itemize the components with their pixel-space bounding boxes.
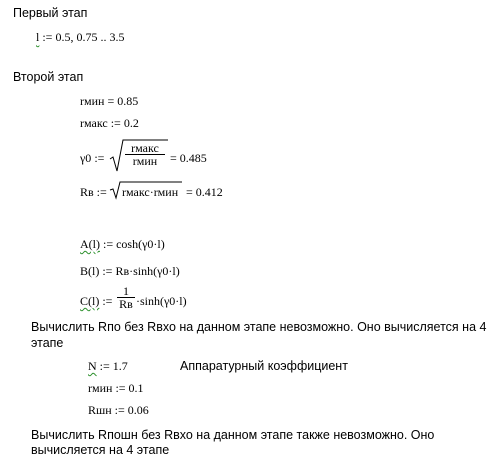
rsh-value: 0.06 xyxy=(127,403,149,417)
C-numerator: 1 xyxy=(117,285,135,298)
l-variable: l xyxy=(36,30,40,44)
N-comment: Аппаратурный коэффициент xyxy=(180,359,348,373)
C-denominator: Rв xyxy=(119,297,133,311)
N-value: 1.7 xyxy=(112,359,128,373)
B-rhs: Rв·sinh(γ0·l) xyxy=(115,264,180,278)
rmin2-op: := xyxy=(115,381,126,395)
C-rhs: ·sinh(γ0·l) xyxy=(136,294,187,308)
B-op: := xyxy=(102,264,113,278)
note2-line2: вычисляется на 4 этапе xyxy=(31,443,170,457)
gamma0-lhs: γ0 xyxy=(80,151,92,165)
rmax-variable: rмакс xyxy=(80,116,108,130)
N-definition[interactable] xyxy=(88,359,128,374)
gamma0-op: := xyxy=(94,151,105,165)
rsh-op: := xyxy=(114,403,125,417)
C-fraction xyxy=(117,285,135,310)
C-lhs: C(l) xyxy=(80,294,100,308)
l-assign-op: := xyxy=(42,30,53,44)
A-op: := xyxy=(103,237,114,251)
stage2-heading: Второй этап xyxy=(13,70,84,84)
l-definition[interactable] xyxy=(36,30,124,45)
rsh-definition[interactable] xyxy=(88,403,149,418)
gamma0-result: = 0.485 xyxy=(170,151,207,165)
rv-op: := xyxy=(96,185,107,199)
rmax-op: := xyxy=(110,116,121,130)
rmin-op: = xyxy=(107,94,115,108)
B-lhs: B(l) xyxy=(80,264,100,278)
note1-line2: этапе xyxy=(31,336,64,350)
rmin-expression[interactable] xyxy=(80,94,138,109)
l-range-value: 0.5, 0.75 .. 3.5 xyxy=(55,30,125,44)
B-definition[interactable] xyxy=(80,264,180,279)
stage1-heading: Первый этап xyxy=(13,6,88,20)
rv-lhs: Rв xyxy=(80,185,94,199)
C-op: := xyxy=(102,294,113,308)
N-variable: N xyxy=(88,359,97,373)
A-rhs: cosh(γ0·l) xyxy=(116,237,165,251)
rsh-variable: Rшн xyxy=(88,403,112,417)
gamma0-fraction xyxy=(125,142,165,167)
gamma0-numerator: rмакс xyxy=(125,142,165,155)
rmin-variable: rмин xyxy=(80,94,105,108)
rv-radicand: rмакс·rмин xyxy=(122,185,179,199)
rv-result: = 0.412 xyxy=(186,185,223,199)
rmin2-definition[interactable] xyxy=(88,381,144,396)
note1-line1: Вычислить Rпо без Rвхо на данном этапе невозможно. Оно вычисляется на 4 xyxy=(31,320,487,334)
A-lhs: A(l) xyxy=(80,237,100,251)
rmax-definition[interactable] xyxy=(80,116,139,131)
note2-line1: Вычислить Rпошн без Rвхо на данном этапе также невозможно. Оно xyxy=(31,428,435,442)
N-op: := xyxy=(99,359,110,373)
rmax-value: 0.2 xyxy=(123,116,139,130)
A-definition[interactable] xyxy=(80,237,165,252)
rmin2-variable: rмин xyxy=(88,381,113,395)
rmin2-value: 0.1 xyxy=(128,381,144,395)
rmin-value: 0.85 xyxy=(117,94,139,108)
gamma0-denominator: rмин xyxy=(132,154,158,168)
